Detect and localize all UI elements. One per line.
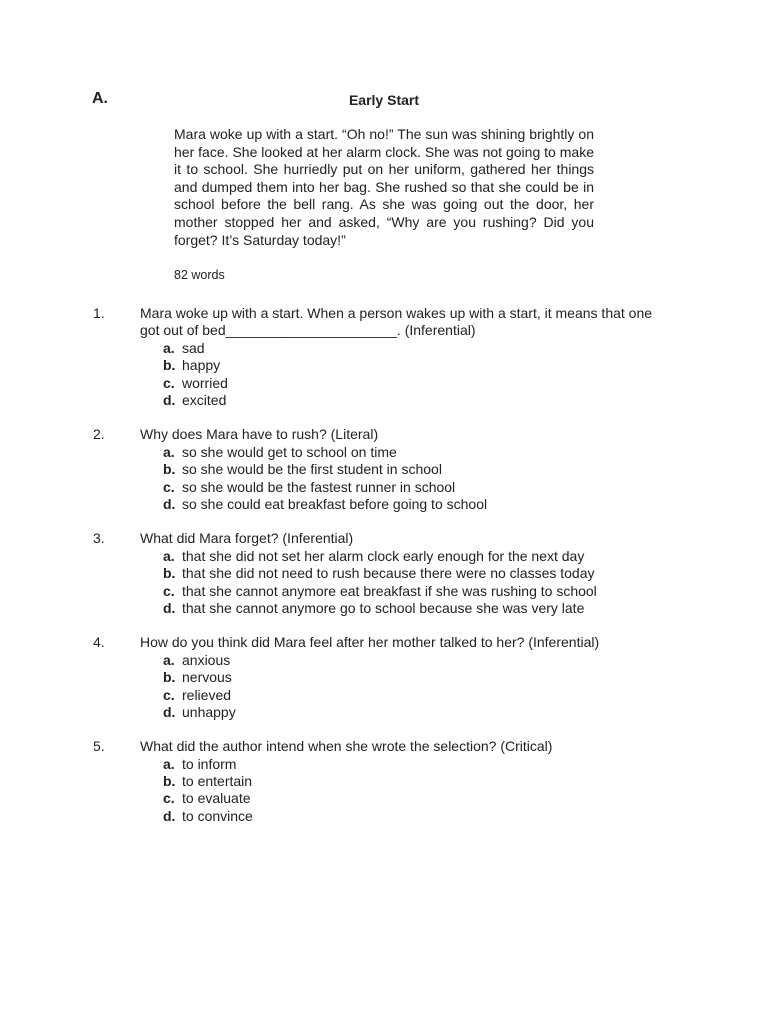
option-letter: a. bbox=[163, 651, 175, 668]
question-item bbox=[0, 530, 768, 617]
answer-option bbox=[163, 479, 768, 496]
option-letter: c. bbox=[163, 478, 175, 495]
answer-option bbox=[163, 340, 768, 357]
answer-option bbox=[163, 461, 768, 478]
answer-option bbox=[163, 583, 768, 600]
question-item bbox=[0, 426, 768, 513]
option-text: anxious bbox=[182, 651, 231, 668]
answer-option bbox=[163, 548, 768, 565]
option-text: that she cannot anymore go to school because she was very late bbox=[182, 599, 585, 616]
option-letter: d. bbox=[163, 495, 176, 512]
option-text: worried bbox=[182, 374, 228, 391]
option-letter: b. bbox=[163, 773, 176, 790]
option-text: to inform bbox=[182, 755, 237, 772]
option-list bbox=[0, 652, 768, 722]
option-text: to entertain bbox=[182, 773, 253, 790]
option-list bbox=[0, 756, 768, 826]
option-letter: b. bbox=[163, 669, 176, 686]
question-item bbox=[0, 305, 768, 409]
answer-option bbox=[163, 357, 768, 374]
question-text: What did Mara forget? (Inferential) bbox=[140, 530, 354, 547]
option-letter: a. bbox=[163, 339, 175, 356]
question-number: 5. bbox=[93, 738, 105, 755]
option-text: to convince bbox=[182, 807, 253, 824]
option-letter: a. bbox=[163, 547, 175, 564]
question-number: 2. bbox=[93, 426, 105, 443]
answer-option bbox=[163, 600, 768, 617]
answer-option bbox=[163, 808, 768, 825]
option-text: excited bbox=[182, 391, 227, 408]
option-text: so she could eat breakfast before going to school bbox=[182, 495, 488, 512]
option-text: that she did not need to rush because there were no classes today bbox=[182, 565, 595, 582]
answer-option bbox=[163, 756, 768, 773]
answer-option bbox=[163, 704, 768, 721]
question-item bbox=[0, 738, 768, 825]
option-letter: c. bbox=[163, 374, 175, 391]
option-text: happy bbox=[182, 357, 221, 374]
option-text: unhappy bbox=[182, 703, 236, 720]
answer-option bbox=[163, 790, 768, 807]
option-letter: c. bbox=[163, 686, 175, 703]
answer-option bbox=[163, 444, 768, 461]
option-text: that she did not set her alarm clock early enough for the next day bbox=[182, 547, 585, 564]
answer-option bbox=[163, 496, 768, 513]
option-letter: d. bbox=[163, 391, 176, 408]
option-letter: b. bbox=[163, 565, 176, 582]
question-item bbox=[0, 634, 768, 721]
section-label: A. bbox=[92, 90, 108, 107]
question-text: What did the author intend when she wrote the selection? (Critical) bbox=[140, 738, 553, 755]
option-text: so she would be the first student in school bbox=[182, 461, 442, 478]
answer-option bbox=[163, 687, 768, 704]
answer-option bbox=[163, 375, 768, 392]
option-letter: c. bbox=[163, 790, 175, 807]
option-letter: d. bbox=[163, 599, 176, 616]
option-text: that she cannot anymore eat breakfast if she was rushing to school bbox=[182, 582, 597, 599]
answer-option bbox=[163, 392, 768, 409]
option-text: relieved bbox=[182, 686, 232, 703]
option-letter: b. bbox=[163, 461, 176, 478]
question-number: 4. bbox=[93, 634, 105, 651]
option-letter: b. bbox=[163, 357, 176, 374]
option-letter: d. bbox=[163, 703, 176, 720]
passage-title: Early Start bbox=[348, 92, 420, 108]
option-letter: c. bbox=[163, 582, 175, 599]
option-letter: a. bbox=[163, 755, 175, 772]
option-list bbox=[0, 340, 768, 410]
option-letter: d. bbox=[163, 807, 176, 824]
option-list bbox=[0, 548, 768, 618]
option-text: nervous bbox=[182, 669, 232, 686]
option-list bbox=[0, 444, 768, 514]
answer-option bbox=[163, 669, 768, 686]
answer-option bbox=[163, 652, 768, 669]
option-letter: a. bbox=[163, 443, 175, 460]
word-count: 82 words bbox=[174, 268, 225, 282]
question-text: Why does Mara have to rush? (Literal) bbox=[140, 426, 379, 443]
question-list bbox=[0, 305, 768, 842]
option-text: so she would be the fastest runner in school bbox=[182, 478, 456, 495]
option-text: so she would get to school on time bbox=[182, 443, 397, 460]
answer-option bbox=[163, 773, 768, 790]
question-text: How do you think did Mara feel after her mother talked to her? (Inferential) bbox=[140, 634, 600, 651]
question-number: 1. bbox=[93, 305, 105, 321]
passage-text: Mara woke up with a start. “Oh no!” The sun was shining brightly on her face. She looked at her alarm clock. She was not going to make it to school. She hurriedly put on her uniform, gathered her things and dumped them into her bag. She rushed so that she could be in school before the bell rang. As she was going out the door, her mother stopped her and asked, “Why are you rushing? Did you forget? It’s Saturday today!” bbox=[174, 126, 594, 248]
answer-option bbox=[163, 565, 768, 582]
option-text: sad bbox=[182, 339, 205, 356]
option-text: to evaluate bbox=[182, 790, 251, 807]
question-text: Mara woke up with a start. When a person wakes up with a start, it means that one got out of bed______________________. (Inferential) bbox=[140, 305, 653, 339]
question-number: 3. bbox=[93, 530, 105, 547]
